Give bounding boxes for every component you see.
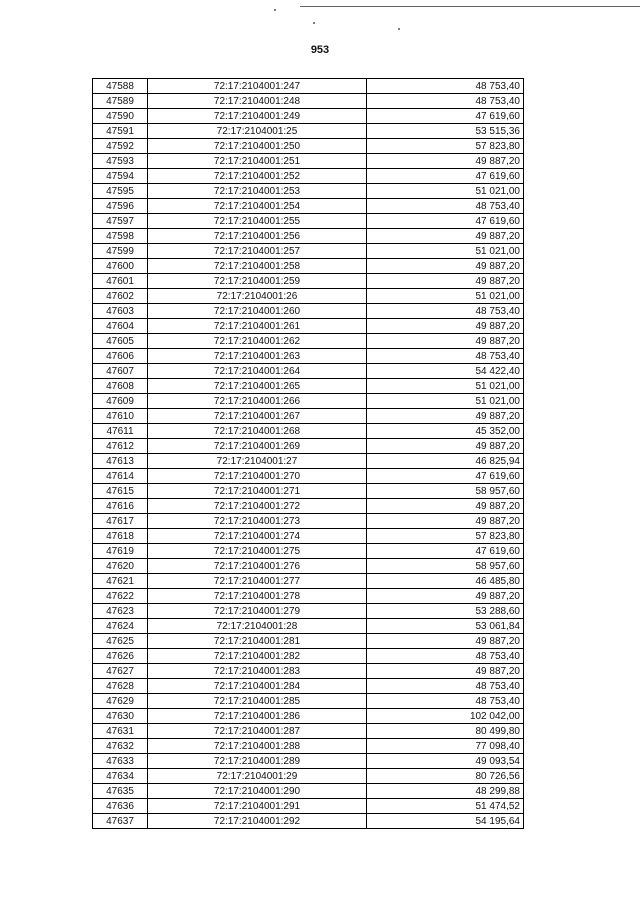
record-number-cell: 47595	[93, 184, 148, 199]
cadastral-value-cell: 47 619,60	[367, 109, 524, 124]
cadastral-value-cell: 47 619,60	[367, 544, 524, 559]
cadastral-value-cell: 77 098,40	[367, 739, 524, 754]
record-number-cell: 47589	[93, 94, 148, 109]
cadastral-number-cell: 72:17:2104001:285	[148, 694, 367, 709]
cadastral-number-cell: 72:17:2104001:291	[148, 799, 367, 814]
cadastral-value-cell: 58 957,60	[367, 559, 524, 574]
record-number-cell: 47635	[93, 784, 148, 799]
record-number-cell: 47607	[93, 364, 148, 379]
table-row	[93, 169, 524, 184]
record-number-cell: 47612	[93, 439, 148, 454]
record-number-cell: 47600	[93, 259, 148, 274]
cadastral-value-cell: 45 352,00	[367, 424, 524, 439]
table-row	[93, 589, 524, 604]
record-number-cell: 47609	[93, 394, 148, 409]
record-number-cell: 47623	[93, 604, 148, 619]
cadastral-value-cell: 49 887,20	[367, 664, 524, 679]
record-number-cell: 47624	[93, 619, 148, 634]
cadastral-value-cell: 48 753,40	[367, 199, 524, 214]
record-number-cell: 47604	[93, 319, 148, 334]
cadastral-number-cell: 72:17:2104001:274	[148, 529, 367, 544]
cadastral-number-cell: 72:17:2104001:290	[148, 784, 367, 799]
cadastral-number-cell: 72:17:2104001:288	[148, 739, 367, 754]
table-row	[93, 349, 524, 364]
cadastral-value-cell: 49 887,20	[367, 229, 524, 244]
table-row	[93, 364, 524, 379]
table-row	[93, 439, 524, 454]
table-row	[93, 394, 524, 409]
table-row	[93, 634, 524, 649]
table-row	[93, 574, 524, 589]
cadastral-value-cell: 57 823,80	[367, 139, 524, 154]
cadastral-number-cell: 72:17:2104001:279	[148, 604, 367, 619]
cadastral-number-cell: 72:17:2104001:262	[148, 334, 367, 349]
cadastral-value-cell: 80 499,80	[367, 724, 524, 739]
cadastral-value-cell: 47 619,60	[367, 469, 524, 484]
cadastral-value-cell: 51 474,52	[367, 799, 524, 814]
cadastral-value-cell: 49 887,20	[367, 409, 524, 424]
table-row	[93, 739, 524, 754]
record-number-cell: 47621	[93, 574, 148, 589]
cadastral-number-cell: 72:17:2104001:247	[148, 79, 367, 94]
record-number-cell: 47630	[93, 709, 148, 724]
table-row	[93, 154, 524, 169]
record-number-cell: 47636	[93, 799, 148, 814]
cadastral-value-cell: 48 753,40	[367, 349, 524, 364]
table-row	[93, 334, 524, 349]
table-row	[93, 814, 524, 829]
table-body	[93, 79, 524, 829]
record-number-cell: 47637	[93, 814, 148, 829]
cadastral-number-cell: 72:17:2104001:272	[148, 499, 367, 514]
cadastral-value-cell: 49 887,20	[367, 514, 524, 529]
cadastral-number-cell: 72:17:2104001:281	[148, 634, 367, 649]
record-number-cell: 47611	[93, 424, 148, 439]
cadastral-number-cell: 72:17:2104001:271	[148, 484, 367, 499]
record-number-cell: 47606	[93, 349, 148, 364]
record-number-cell: 47605	[93, 334, 148, 349]
cadastral-value-cell: 80 726,56	[367, 769, 524, 784]
record-number-cell: 47620	[93, 559, 148, 574]
record-number-cell: 47602	[93, 289, 148, 304]
cadastral-value-cell: 49 887,20	[367, 589, 524, 604]
cadastral-value-cell: 49 887,20	[367, 274, 524, 289]
cadastral-value-cell: 47 619,60	[367, 214, 524, 229]
cadastral-number-cell: 72:17:2104001:289	[148, 754, 367, 769]
cadastral-number-cell: 72:17:2104001:257	[148, 244, 367, 259]
table-row	[93, 379, 524, 394]
record-number-cell: 47625	[93, 634, 148, 649]
record-number-cell: 47627	[93, 664, 148, 679]
table-row	[93, 259, 524, 274]
record-number-cell: 47628	[93, 679, 148, 694]
cadastral-value-cell: 53 061,84	[367, 619, 524, 634]
cadastral-value-cell: 47 619,60	[367, 169, 524, 184]
table-row	[93, 139, 524, 154]
table-row	[93, 529, 524, 544]
cadastral-value-cell: 49 887,20	[367, 499, 524, 514]
table-row	[93, 694, 524, 709]
table-row	[93, 784, 524, 799]
cadastral-value-cell: 51 021,00	[367, 184, 524, 199]
cadastral-number-cell: 72:17:2104001:254	[148, 199, 367, 214]
cadastral-value-cell: 51 021,00	[367, 289, 524, 304]
record-number-cell: 47588	[93, 79, 148, 94]
cadastral-value-cell: 58 957,60	[367, 484, 524, 499]
cadastral-value-cell: 48 753,40	[367, 79, 524, 94]
cadastral-number-cell: 72:17:2104001:252	[148, 169, 367, 184]
cadastral-number-cell: 72:17:2104001:265	[148, 379, 367, 394]
cadastral-number-cell: 72:17:2104001:282	[148, 649, 367, 664]
cadastral-value-cell: 49 887,20	[367, 439, 524, 454]
cadastral-number-cell: 72:17:2104001:27	[148, 454, 367, 469]
cadastral-value-cell: 51 021,00	[367, 379, 524, 394]
cadastral-number-cell: 72:17:2104001:25	[148, 124, 367, 139]
cadastral-number-cell: 72:17:2104001:255	[148, 214, 367, 229]
record-number-cell: 47626	[93, 649, 148, 664]
table-row	[93, 709, 524, 724]
cadastral-number-cell: 72:17:2104001:248	[148, 94, 367, 109]
cadastral-number-cell: 72:17:2104001:284	[148, 679, 367, 694]
table-row	[93, 304, 524, 319]
cadastral-value-table	[92, 78, 524, 829]
record-number-cell: 47592	[93, 139, 148, 154]
record-number-cell: 47608	[93, 379, 148, 394]
record-number-cell: 47634	[93, 769, 148, 784]
table-row	[93, 604, 524, 619]
record-number-cell: 47633	[93, 754, 148, 769]
page-number: 953	[310, 44, 330, 56]
table-row	[93, 124, 524, 139]
cadastral-number-cell: 72:17:2104001:273	[148, 514, 367, 529]
cadastral-number-cell: 72:17:2104001:277	[148, 574, 367, 589]
cadastral-value-cell: 46 825,94	[367, 454, 524, 469]
table-row	[93, 229, 524, 244]
cadastral-value-cell: 48 753,40	[367, 649, 524, 664]
cadastral-number-cell: 72:17:2104001:251	[148, 154, 367, 169]
cadastral-number-cell: 72:17:2104001:287	[148, 724, 367, 739]
cadastral-value-cell: 48 299,88	[367, 784, 524, 799]
scan-speck	[274, 9, 276, 11]
cadastral-number-cell: 72:17:2104001:26	[148, 289, 367, 304]
scan-speck	[398, 28, 400, 30]
table-row	[93, 664, 524, 679]
cadastral-value-cell: 48 753,40	[367, 94, 524, 109]
record-number-cell: 47596	[93, 199, 148, 214]
record-number-cell: 47617	[93, 514, 148, 529]
table-row	[93, 94, 524, 109]
table-row	[93, 214, 524, 229]
table-row	[93, 454, 524, 469]
table-row	[93, 499, 524, 514]
cadastral-value-cell: 53 515,36	[367, 124, 524, 139]
table-row	[93, 289, 524, 304]
cadastral-value-cell: 51 021,00	[367, 394, 524, 409]
cadastral-number-cell: 72:17:2104001:275	[148, 544, 367, 559]
table-row	[93, 559, 524, 574]
cadastral-number-cell: 72:17:2104001:256	[148, 229, 367, 244]
cadastral-value-cell: 48 753,40	[367, 694, 524, 709]
cadastral-number-cell: 72:17:2104001:260	[148, 304, 367, 319]
record-number-cell: 47593	[93, 154, 148, 169]
table-row	[93, 469, 524, 484]
record-number-cell: 47614	[93, 469, 148, 484]
record-number-cell: 47594	[93, 169, 148, 184]
record-number-cell: 47631	[93, 724, 148, 739]
table-row	[93, 409, 524, 424]
cadastral-number-cell: 72:17:2104001:292	[148, 814, 367, 829]
cadastral-value-cell: 49 887,20	[367, 154, 524, 169]
cadastral-value-cell: 57 823,80	[367, 529, 524, 544]
cadastral-number-cell: 72:17:2104001:268	[148, 424, 367, 439]
cadastral-value-cell: 51 021,00	[367, 244, 524, 259]
cadastral-number-cell: 72:17:2104001:283	[148, 664, 367, 679]
record-number-cell: 47591	[93, 124, 148, 139]
cadastral-value-cell: 53 288,60	[367, 604, 524, 619]
table-row	[93, 649, 524, 664]
cadastral-value-cell: 49 887,20	[367, 259, 524, 274]
record-number-cell: 47597	[93, 214, 148, 229]
cadastral-number-cell: 72:17:2104001:258	[148, 259, 367, 274]
record-number-cell: 47616	[93, 499, 148, 514]
table-row	[93, 724, 524, 739]
cadastral-number-cell: 72:17:2104001:276	[148, 559, 367, 574]
table-row	[93, 544, 524, 559]
record-number-cell: 47632	[93, 739, 148, 754]
record-number-cell: 47610	[93, 409, 148, 424]
cadastral-value-cell: 54 195,64	[367, 814, 524, 829]
cadastral-number-cell: 72:17:2104001:263	[148, 349, 367, 364]
table-row	[93, 754, 524, 769]
cadastral-number-cell: 72:17:2104001:250	[148, 139, 367, 154]
cadastral-value-cell: 46 485,80	[367, 574, 524, 589]
cadastral-number-cell: 72:17:2104001:259	[148, 274, 367, 289]
record-number-cell: 47629	[93, 694, 148, 709]
table-row	[93, 244, 524, 259]
cadastral-number-cell: 72:17:2104001:29	[148, 769, 367, 784]
table-row	[93, 274, 524, 289]
table-row	[93, 484, 524, 499]
cadastral-value-cell: 49 093,54	[367, 754, 524, 769]
cadastral-value-cell: 102 042,00	[367, 709, 524, 724]
cadastral-value-cell: 49 887,20	[367, 634, 524, 649]
cadastral-value-cell: 49 887,20	[367, 334, 524, 349]
cadastral-number-cell: 72:17:2104001:269	[148, 439, 367, 454]
table-row	[93, 679, 524, 694]
cadastral-value-cell: 54 422,40	[367, 364, 524, 379]
table-row	[93, 79, 524, 94]
cadastral-number-cell: 72:17:2104001:286	[148, 709, 367, 724]
cadastral-value-cell: 48 753,40	[367, 679, 524, 694]
table-row	[93, 109, 524, 124]
table-row	[93, 514, 524, 529]
cadastral-value-cell: 48 753,40	[367, 304, 524, 319]
record-number-cell: 47619	[93, 544, 148, 559]
cadastral-number-cell: 72:17:2104001:278	[148, 589, 367, 604]
record-number-cell: 47601	[93, 274, 148, 289]
record-number-cell: 47603	[93, 304, 148, 319]
record-number-cell: 47622	[93, 589, 148, 604]
cadastral-value-cell: 49 887,20	[367, 319, 524, 334]
cadastral-number-cell: 72:17:2104001:266	[148, 394, 367, 409]
cadastral-number-cell: 72:17:2104001:261	[148, 319, 367, 334]
record-number-cell: 47598	[93, 229, 148, 244]
table-row	[93, 184, 524, 199]
cadastral-number-cell: 72:17:2104001:264	[148, 364, 367, 379]
table-row	[93, 319, 524, 334]
cadastral-number-cell: 72:17:2104001:28	[148, 619, 367, 634]
table-row	[93, 424, 524, 439]
record-number-cell: 47599	[93, 244, 148, 259]
record-number-cell: 47590	[93, 109, 148, 124]
record-number-cell: 47618	[93, 529, 148, 544]
table-row	[93, 619, 524, 634]
table-row	[93, 799, 524, 814]
cadastral-number-cell: 72:17:2104001:270	[148, 469, 367, 484]
scan-top-rule	[300, 6, 640, 7]
table-row	[93, 769, 524, 784]
record-number-cell: 47613	[93, 454, 148, 469]
table-row	[93, 199, 524, 214]
record-number-cell: 47615	[93, 484, 148, 499]
cadastral-number-cell: 72:17:2104001:249	[148, 109, 367, 124]
cadastral-number-cell: 72:17:2104001:267	[148, 409, 367, 424]
scan-speck	[313, 22, 315, 24]
cadastral-number-cell: 72:17:2104001:253	[148, 184, 367, 199]
